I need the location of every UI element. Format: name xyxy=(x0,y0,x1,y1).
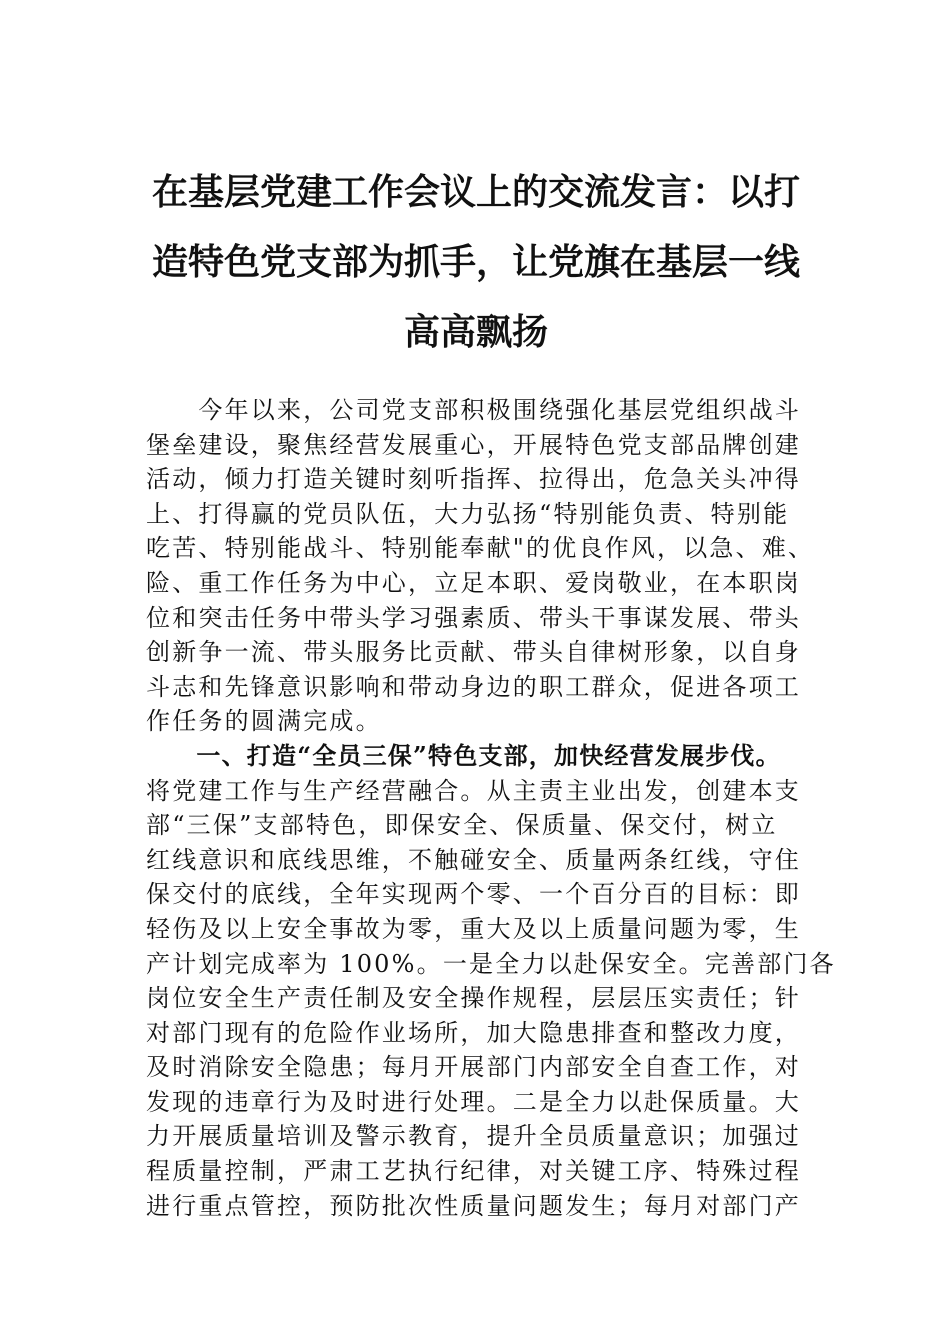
body-line: 发现的违章行为及时进行处理。二是全力以赴保质量。大 xyxy=(146,1087,801,1116)
body-line: 堡垒建设，聚焦经营发展重心，开展特色党支部品牌创建 xyxy=(146,430,801,459)
body-line: 部“三保”支部特色，即保安全、保质量、保交付，树立 xyxy=(146,811,778,840)
body-line: 今年以来，公司党支部积极围绕强化基层党组织战斗 xyxy=(146,396,801,424)
title-line: 高高飘扬 xyxy=(403,311,548,353)
body-line: 产计划完成率为 100%。一是全力以赴保安全。完善部门各 xyxy=(146,949,836,978)
document-title xyxy=(146,157,806,367)
body-line: 轻伤及以上安全事故为零，重大及以上质量问题为零，生 xyxy=(146,914,801,943)
document-body xyxy=(146,393,836,1223)
body-line: 保交付的底线，全年实现两个零、一个百分百的目标：即 xyxy=(146,880,801,909)
body-line: 进行重点管控，预防批次性质量问题发生；每月对部门产 xyxy=(146,1191,801,1220)
body-line: 险、重工作任务为中心，立足本职、爱岗敬业，在本职岗 xyxy=(146,568,801,597)
body-line: 及时消除安全隐患；每月开展部门内部安全自查工作，对 xyxy=(146,1053,801,1082)
body-line: 位和突击任务中带头学习强素质、带头干事谋发展、带头 xyxy=(146,603,801,632)
body-line: 活动，倾力打造关键时刻听指挥、拉得出，危急关头冲得 xyxy=(146,465,801,494)
body-line: 吃苦、特别能战斗、特别能奉献"的优良作风，以急、难、 xyxy=(146,534,815,563)
body-line: 将党建工作与生产经营融合。从主责主业出发，创建本支 xyxy=(146,776,801,805)
title-line: 在基层党建工作会议上的交流发言：以打 xyxy=(151,171,800,213)
body-line: 岗位安全生产责任制及安全操作规程，层层压实责任；针 xyxy=(146,984,801,1013)
body-line: 上、打得赢的党员队伍，大力弘扬“特别能负责、特别能 xyxy=(146,499,790,528)
body-line: 作任务的圆满完成。 xyxy=(146,707,382,736)
body-line: 对部门现有的危险作业场所，加大隐患排查和整改力度， xyxy=(146,1018,801,1047)
body-line: 力开展质量培训及警示教育，提升全员质量意识；加强过 xyxy=(146,1122,801,1151)
body-line: 斗志和先锋意识影响和带动身边的职工群众，促进各项工 xyxy=(146,672,801,701)
section-heading-line: 一、打造“全员三保”特色支部，加快经营发展步伐。 xyxy=(146,740,781,770)
body-line: 创新争一流、带头服务比贡献、带头自律树形象，以自身 xyxy=(146,638,801,667)
title-line: 造特色党支部为抓手，让党旗在基层一线 xyxy=(151,241,800,283)
body-line: 红线意识和底线思维，不触碰安全、质量两条红线，守住 xyxy=(146,845,801,874)
body-line: 程质量控制，严肃工艺执行纪律，对关键工序、特殊过程 xyxy=(146,1157,801,1186)
